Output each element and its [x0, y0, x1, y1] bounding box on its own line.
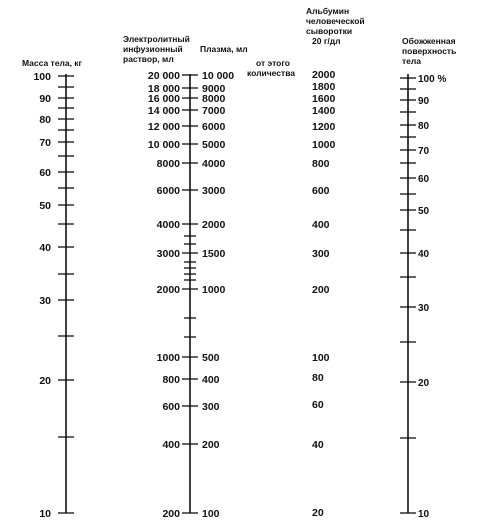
plasma-tick-label: 1000 — [202, 284, 226, 296]
albumin-label: 20 — [312, 507, 324, 519]
scale-electrolyte — [148, 70, 190, 520]
plasma-tick-label: 8000 — [202, 93, 226, 105]
header-electrolyte-line-1: Электролитный — [123, 34, 190, 44]
albumin-label: 100 — [312, 352, 330, 364]
albumin-label: 300 — [312, 248, 330, 260]
plasma-tick-label: 5000 — [202, 139, 226, 151]
albumin-label: 600 — [312, 185, 330, 197]
body-mass-tick-label: 40 — [39, 242, 51, 254]
scale-plasma — [184, 70, 234, 520]
header-plasma-line-1: Плазма, мл — [200, 44, 248, 54]
burn-surface-tick-label: 50 — [418, 206, 430, 217]
plasma-tick-label: 3000 — [202, 185, 226, 197]
body-mass-tick-label: 50 — [39, 200, 51, 212]
plasma-tick-label: 6000 — [202, 121, 226, 133]
albumin-label: 2000 — [312, 69, 336, 81]
body-mass-tick-label: 20 — [39, 375, 51, 387]
electrolyte-tick-label: 10 000 — [147, 139, 180, 151]
burn-surface-tick-label: 70 — [418, 146, 430, 157]
scale-burn-surface — [400, 74, 446, 520]
electrolyte-tick-label: 400 — [162, 439, 180, 451]
burn-surface-tick-label: 30 — [418, 303, 430, 314]
header-plasma-note — [247, 58, 295, 78]
header-body-mass — [22, 58, 83, 68]
burn-surface-tick-label: 10 — [418, 509, 430, 520]
header-plasma-note-line-1: от этого — [256, 58, 290, 68]
electrolyte-tick-label: 14 000 — [147, 105, 180, 117]
electrolyte-tick-label: 600 — [162, 401, 180, 413]
body-mass-tick-label: 10 — [39, 508, 51, 520]
electrolyte-tick-label: 4000 — [156, 219, 180, 231]
electrolyte-tick-label: 16 000 — [147, 93, 180, 105]
header-albumin — [306, 6, 365, 46]
body-mass-tick-label: 70 — [39, 137, 51, 149]
header-burn-surface — [402, 36, 456, 66]
header-albumin-line-2: человеческой — [306, 16, 365, 26]
albumin-label: 400 — [312, 219, 330, 231]
header-electrolyte-line-3: раствор, мл — [123, 54, 174, 64]
scale-albumin — [312, 69, 336, 519]
header-electrolyte — [123, 34, 190, 64]
burn-surface-tick-label: 20 — [418, 378, 430, 389]
header-body-mass-line-1: Масса тела, кг — [22, 58, 83, 68]
plasma-tick-label: 7000 — [202, 105, 226, 117]
header-albumin-line-3: сыворотки — [306, 26, 353, 36]
albumin-label: 200 — [312, 284, 330, 296]
plasma-tick-label: 9000 — [202, 83, 226, 95]
body-mass-tick-label: 30 — [39, 295, 51, 307]
albumin-label: 1400 — [312, 105, 336, 117]
burn-surface-tick-label: 80 — [418, 121, 430, 132]
burn-surface-tick-label: 60 — [418, 174, 430, 185]
header-albumin-line-4: 20 г/дл — [312, 36, 341, 46]
body-mass-tick-label: 60 — [39, 167, 51, 179]
header-burn-surface-line-1: Обожженная — [402, 36, 456, 46]
albumin-label: 60 — [312, 399, 324, 411]
albumin-label: 40 — [312, 439, 324, 451]
plasma-tick-label: 10 000 — [202, 70, 235, 82]
header-plasma-note-line-2: количества — [247, 68, 296, 78]
header-plasma — [200, 44, 248, 54]
electrolyte-tick-label: 1000 — [156, 352, 180, 364]
plasma-tick-label: 2000 — [202, 219, 226, 231]
header-electrolyte-line-2: инфузионный — [123, 44, 183, 54]
header-albumin-line-1: Альбумин — [306, 6, 350, 16]
body-mass-tick-label: 90 — [39, 93, 51, 105]
header-burn-surface-line-3: тела — [402, 56, 422, 66]
electrolyte-tick-label: 20 000 — [147, 70, 180, 82]
plasma-tick-label: 1500 — [202, 248, 226, 260]
burn-surface-tick-label: 100 % — [418, 74, 447, 85]
scale-body-mass — [33, 71, 74, 520]
electrolyte-tick-label: 3000 — [156, 248, 180, 260]
albumin-label: 1800 — [312, 81, 336, 93]
albumin-label: 1600 — [312, 93, 336, 105]
electrolyte-tick-label: 800 — [162, 374, 180, 386]
electrolyte-tick-label: 6000 — [156, 185, 180, 197]
burn-surface-tick-label: 90 — [418, 96, 430, 107]
albumin-label: 800 — [312, 158, 330, 170]
body-mass-tick-label: 80 — [39, 114, 51, 126]
plasma-tick-label: 200 — [202, 439, 220, 451]
plasma-tick-label: 100 — [202, 508, 220, 520]
plasma-tick-label: 300 — [202, 401, 220, 413]
burn-surface-tick-label: 40 — [418, 249, 430, 260]
electrolyte-tick-label: 12 000 — [147, 121, 180, 133]
plasma-tick-label: 500 — [202, 352, 220, 364]
electrolyte-tick-label: 2000 — [156, 284, 180, 296]
electrolyte-tick-label: 200 — [162, 508, 180, 520]
albumin-label: 80 — [312, 372, 324, 384]
plasma-tick-label: 400 — [202, 374, 220, 386]
electrolyte-tick-label: 18 000 — [147, 83, 180, 95]
header-burn-surface-line-2: поверхность — [402, 46, 457, 56]
albumin-label: 1200 — [312, 121, 336, 133]
body-mass-tick-label: 100 — [33, 71, 51, 83]
albumin-label: 1000 — [312, 139, 336, 151]
electrolyte-tick-label: 8000 — [156, 158, 180, 170]
plasma-tick-label: 4000 — [202, 158, 226, 170]
